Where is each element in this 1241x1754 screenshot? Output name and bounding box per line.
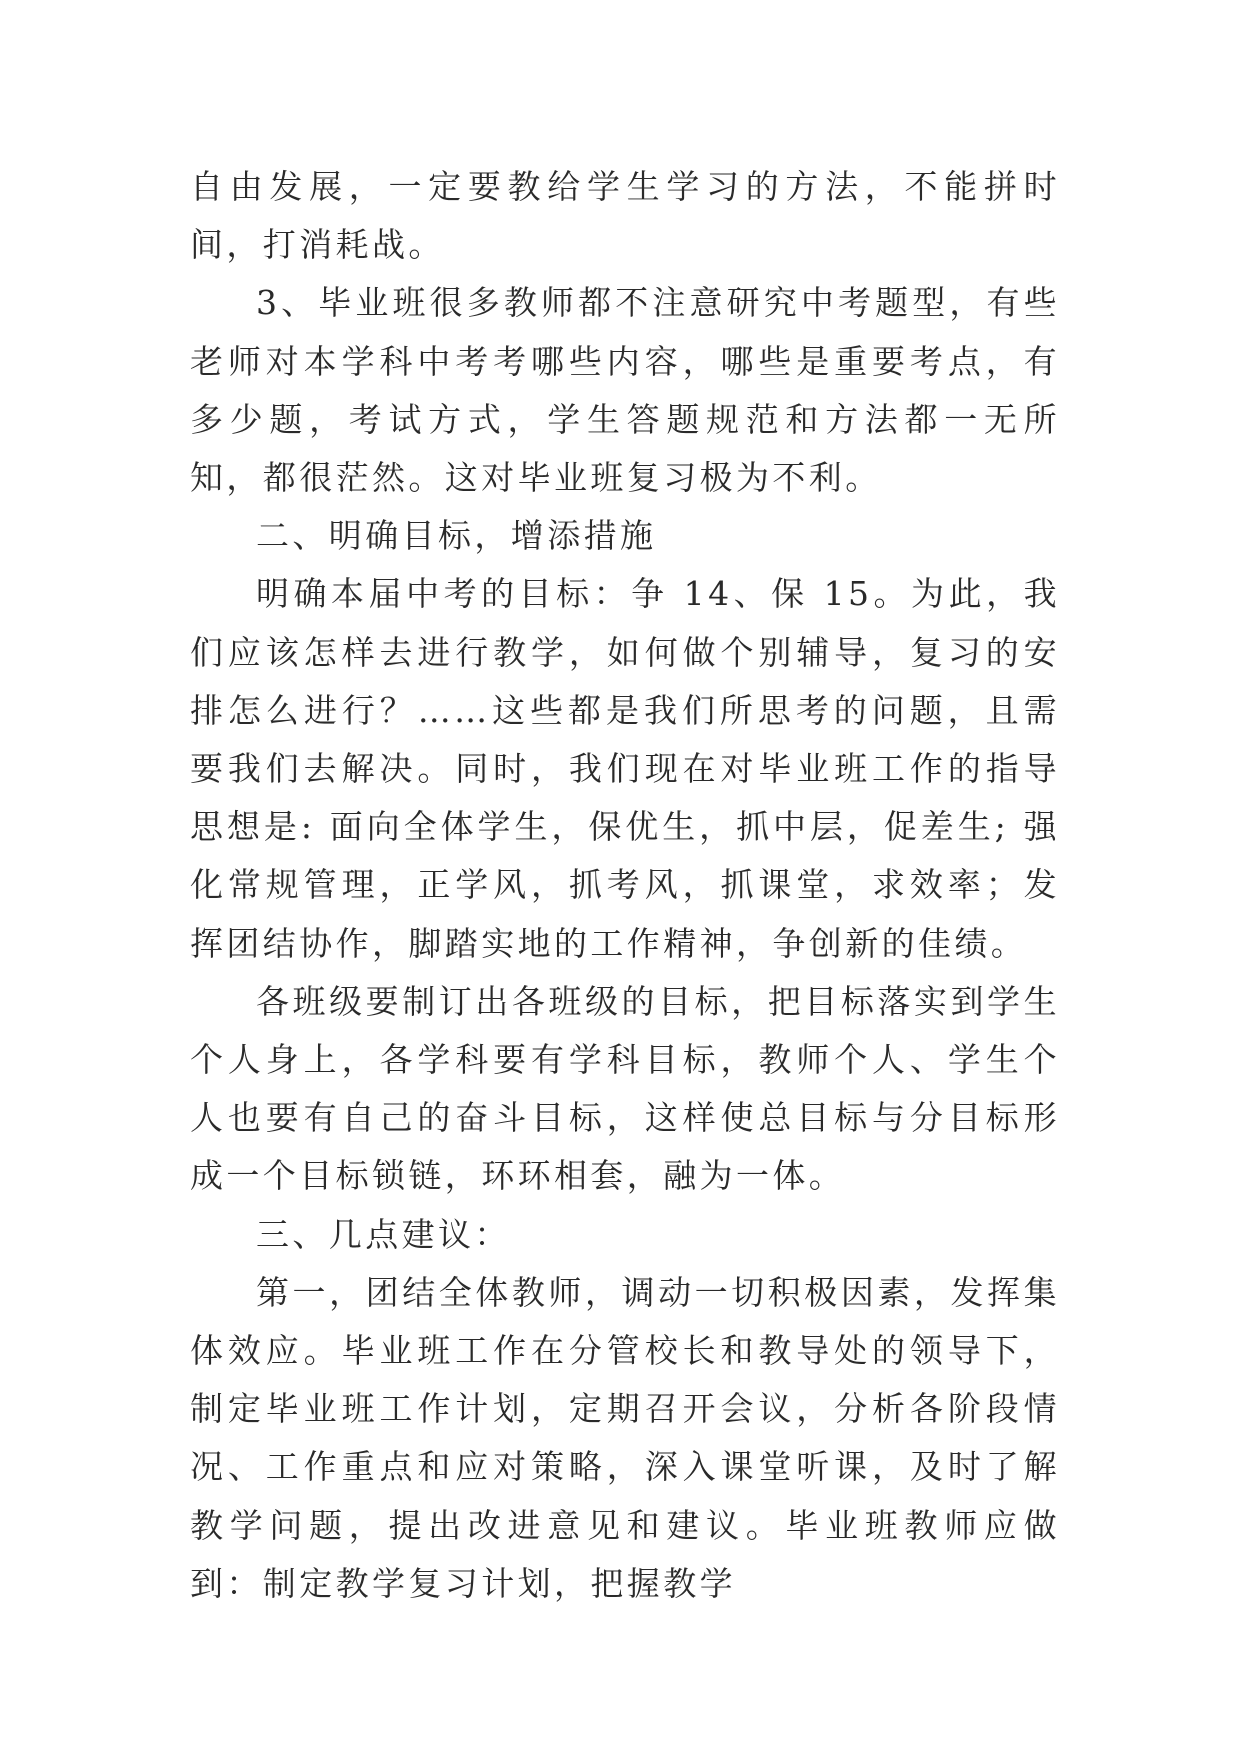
paragraph-point-3: 3、毕业班很多教师都不注意研究中考题型，有些老师对本学科中考考哪些内容，哪些是重要考点，有多少题，考试方式，学生答题规范和方法都一无所知，都很茫然。这对毕业班复习极为不利。 xyxy=(190,283,1060,498)
paragraph-suggestion-1: 第一，团结全体教师，调动一切积极因素，发挥集体效应。毕业班工作在分管校长和教导处的领导下，制定毕业班工作计划，定期召开会议，分析各阶段情况、工作重点和应对策略，深入课堂听课，及时了解教学问题，提出改进意见和建议。毕业班教师应做到：制定教学复习计划，把握教学 xyxy=(190,1272,1060,1603)
section-heading-3: 三、几点建议： xyxy=(256,1214,511,1254)
paragraph-class-goals: 各班级要制订出各班级的目标，把目标落实到学生个人身上，各学科要有学科目标，教师个人、学生个人也要有自己的奋斗目标，这样使总目标与分目标形成一个目标锁链，环环相套，融为一体。 xyxy=(190,981,1060,1196)
paragraph-goals: 明确本届中考的目标：争 14、保 15。为此，我们应该怎样去进行教学，如何做个别辅导，复习的安排怎么进行？……这些都是我们所思考的问题，且需要我们去解决。同时，我们现在对毕业班工作的指导思想是: 面向全体学生，保优生，抓中层，促差生; 强化常规管理，正学风，抓考风，抓课堂，求效率；发挥团结协作，脚踏实地的工作精神，争创新的佳绩。 xyxy=(190,574,1060,963)
document-body xyxy=(190,158,1060,1613)
section-heading-2: 二、明确目标，增添措施 xyxy=(256,516,657,556)
paragraph-continuation: 自由发展，一定要教给学生学习的方法，不能拼时间，打消耗战。 xyxy=(190,167,1060,265)
